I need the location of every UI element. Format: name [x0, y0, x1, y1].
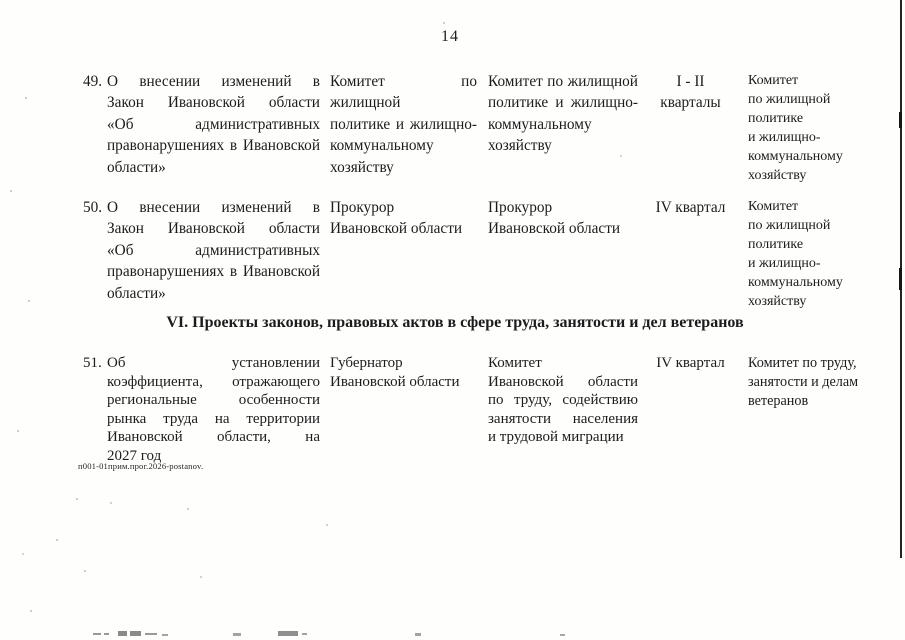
text-line: и жилищно- — [748, 130, 821, 145]
text-line: ветеранов — [748, 392, 809, 409]
text-line: IV квартал — [656, 355, 725, 371]
co-executor — [488, 197, 638, 240]
text-line: Ивановской области — [488, 220, 621, 238]
text-line: политике и жилищно- — [330, 115, 477, 133]
text-line: Закон Ивановской области — [107, 220, 320, 238]
text-line: по жилищной — [748, 218, 831, 233]
text-line: Комитет — [748, 199, 799, 214]
text-line: Закон Ивановской области — [107, 94, 320, 112]
text-line: Прокурор — [330, 199, 395, 216]
text-line: Ивановской области, на — [107, 429, 320, 446]
responsible-committee — [748, 354, 878, 410]
text-line: 2027 год — [107, 447, 162, 464]
text-line: рынка труда на территории — [107, 410, 320, 427]
co-executor — [488, 71, 638, 157]
text-line: О внесении изменений в — [107, 73, 320, 90]
row-number: 51. — [83, 355, 102, 371]
text-line: I - II — [676, 73, 705, 90]
text-line: IV квартал — [655, 199, 726, 216]
responsible-executor — [330, 354, 477, 391]
text-line: Ивановской области — [488, 373, 638, 390]
project-title — [107, 197, 320, 304]
text-line: области» — [107, 158, 166, 176]
text-line: коммунальному — [748, 275, 843, 290]
text-line: по труду, содействию — [488, 392, 638, 409]
text-line: «Об административных — [107, 241, 320, 259]
text-line: и трудовой миграции — [488, 429, 624, 446]
text-line: по жилищной — [748, 92, 831, 107]
text-line: области» — [107, 284, 166, 302]
section-heading: VI. Проекты законов, правовых актов в сфере труда, занятости и дел ветеранов — [166, 314, 744, 331]
row-number: 50. — [83, 199, 103, 216]
text-line: политике и жилищно- — [488, 94, 638, 112]
scan-speckles-artifact — [25, 97, 27, 99]
scan-edge-blob-artifact — [899, 112, 902, 128]
text-line: Об установлении — [107, 355, 320, 371]
text-line: Комитет по жилищной — [488, 73, 638, 90]
scan-bottom-band-artifact — [90, 631, 690, 637]
text-line: и жилищно- — [748, 256, 821, 271]
text-line: хозяйству — [488, 137, 552, 155]
text-line: Ивановской области — [330, 220, 463, 238]
project-title — [107, 71, 320, 178]
text-line: Комитет по жилищной — [330, 73, 477, 112]
term-quarter — [643, 197, 738, 218]
text-line: О внесении изменений в — [107, 199, 320, 216]
text-line: хозяйству — [748, 294, 807, 309]
text-line: хозяйству — [748, 168, 807, 183]
scan-edge-blob-artifact — [899, 268, 903, 290]
document-footer-code: п001-01прим.прог.2026-postanov. — [78, 461, 204, 471]
text-line: политике — [748, 111, 804, 126]
responsible-executor — [330, 197, 477, 240]
project-title — [107, 354, 320, 466]
text-line: Ивановской области — [330, 373, 460, 390]
row-number: 49. — [83, 73, 103, 90]
text-line: Прокурор — [488, 199, 553, 216]
co-executor — [488, 354, 638, 447]
text-line: Комитет — [488, 355, 542, 371]
text-line: занятости населения — [488, 410, 638, 427]
text-line: коммунальному — [488, 115, 592, 133]
page-number: 14 — [441, 28, 459, 45]
term-quarter — [643, 354, 738, 373]
responsible-committee — [748, 197, 878, 311]
text-line: хозяйству — [330, 158, 394, 176]
responsible-executor — [330, 71, 477, 178]
text-line: Комитет по труду, — [748, 355, 857, 371]
text-line: коэффициента, отражающего — [107, 373, 320, 390]
text-line: коммунальному — [748, 149, 843, 164]
text-line: занятости и делам — [748, 373, 859, 390]
text-line: Губернатор — [330, 355, 403, 371]
responsible-committee — [748, 71, 878, 185]
text-line: региональные особенности — [107, 392, 320, 409]
text-line: коммунальному — [330, 137, 434, 155]
text-line: Комитет — [748, 73, 799, 88]
text-line: «Об административных — [107, 115, 320, 133]
term-quarter — [643, 71, 738, 114]
text-line: кварталы — [660, 94, 721, 112]
text-line: правонарушениях в Ивановской — [107, 137, 320, 155]
text-line: политике — [748, 237, 804, 252]
text-line: правонарушениях в Ивановской — [107, 263, 320, 281]
